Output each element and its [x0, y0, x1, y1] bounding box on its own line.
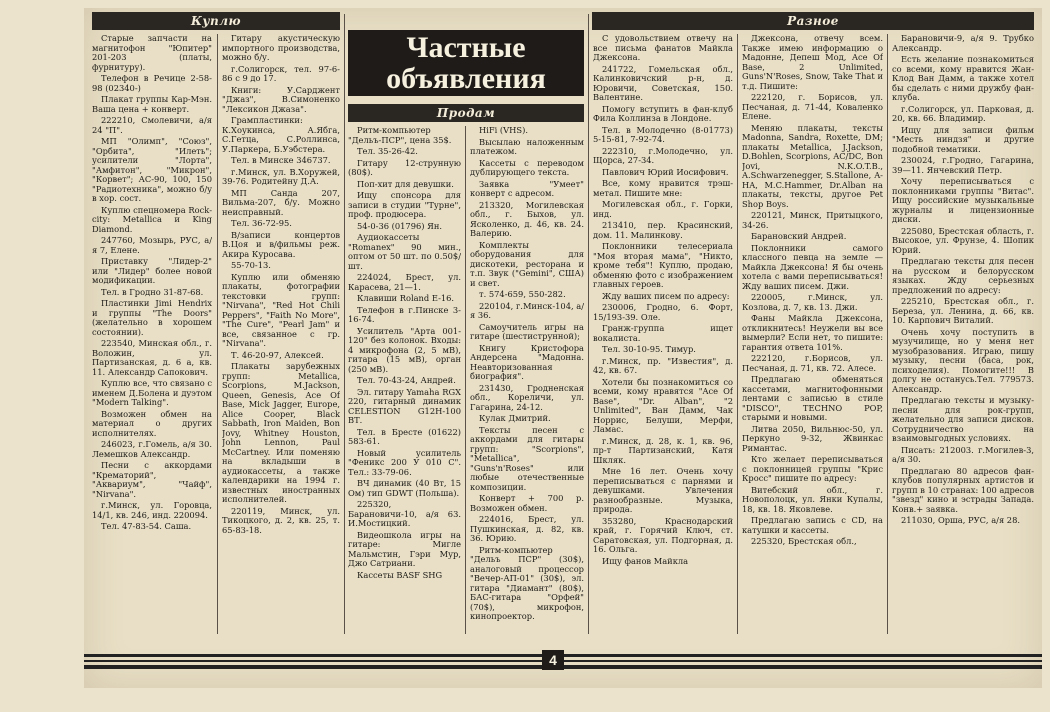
ad-paragraph: Кулак Дмитрий. [479, 413, 551, 423]
ad-paragraph: т. 574-659, 550-282. [479, 289, 566, 299]
ad-paragraph: Мне 16 лет. Очень хочу переписываться с парнями и девушками. Увлечения разнообразные. Музыка, природа. [593, 466, 733, 514]
ad-paragraph: 225080, Брестская область, г. Высокое, ул. Фрунзе, 4. Шопик Юрий. [892, 225, 1034, 255]
ad-paragraph: Ритм-компьютер "Дельъ-ПСР", цена 35$. [348, 126, 452, 145]
ad-paragraph: 220121, Минск, Притыцкого, 34-26. [742, 210, 883, 230]
ad-paragraph: 353280, Краснодарский край, г. Горячий Ключ, ст. Саратовская, ул. Подгорная, д. 16. Ольга. [593, 515, 733, 554]
ad-paragraph: 231430, Гродненская обл., Кореличи, ул. Гагарина, 24-12. [470, 382, 584, 412]
ad-paragraph: 222310, г.Молодечно, ул. Щорса, 27-34. [593, 145, 733, 165]
ad-paragraph: 223540, Минская обл., г. Воложин, ул. Партизанская, д. 6 а, кв. 11. Александр Сапокович. [92, 338, 212, 377]
ad-paragraph: Могилевская обл., г. Горки, инд. [593, 199, 733, 219]
ad-paragraph: Усилитель "Арта 001-120" без колонок. Входы: 4 микрофона (2, 5 мВ), гитара (15 мВ), орган (250 мВ). [348, 325, 461, 374]
ad-paragraph: Телефон в Речице 2-58-98 (02340-) [92, 73, 212, 93]
ad-paragraph: HiFi (VHS). [479, 126, 528, 135]
ad-paragraph: Высылаю наложенным платежом. [470, 136, 584, 156]
ad-paragraph: Помогу вступить в фан-клуб Фила Коллинза в Лондоне. [593, 103, 733, 123]
ad-paragraph: Поп-хит для девушки. [357, 178, 454, 189]
ad-paragraph: Тел. в Минске 346737. [231, 155, 331, 165]
ad-paragraph: Очень хочу поступить в музучилище, но у меня нет музобразования. Играю, пишу музыку, песни (баса, рок, психоделия). Помогите!!! В долгу не останусь.Тел. 779573. Александр. [892, 326, 1034, 394]
page-number: 4 [542, 650, 564, 670]
section-heading-misc: Разное [592, 12, 1034, 30]
ad-paragraph: Ищу спонсора для записи в студии "Турне", проф. продюсера. [348, 190, 461, 219]
ad-paragraph: Поклонники телесериала "Моя вторая мама", "Никто, кроме тебя"! Куплю, продаю, обменяю фото с изображением главных героев. [593, 241, 733, 289]
ad-paragraph: Ищу для записи фильм "Месть ниндзя" и другие подобной тематики. [892, 124, 1034, 154]
ad-paragraph: Гранж-группа ищет вокалиста. [593, 323, 733, 343]
ad-paragraph: Т. 46-20-97, Алексей. [231, 349, 324, 360]
ad-paragraph: Жду ваших писем по адресу: [602, 290, 730, 301]
ad-paragraph: Тел. в Бресте (01622) 583-61. [348, 426, 461, 446]
ad-paragraph: Писать: 212003. г.Могилев-3, а/я 30. [892, 444, 1034, 464]
ad-paragraph: Куплю или обменяю плакаты, фотографии текстовки групп: "Nirvana", "Red Hot Chili Peppers", "Faith No More", "The Cure", "Pearl Jam" и все, связанное с гр. "Nirvana". [222, 271, 340, 348]
ad-paragraph: Предлагаю 80 адресов фан-клубов популярных артистов и групп в 10 странах: 100 адресов "звезд" кино и эстрады Запада. Конв.+ заявка. [892, 465, 1034, 514]
ad-paragraph: Гитару акустическую импортного производства, можно б/у. [222, 34, 340, 62]
ad-paragraph: Пластинки Jimi Hendrix и группы "The Doors" (желательно в хорошем состоянии). [92, 298, 212, 337]
ad-paragraph: Предлагаю тексты для песен на русском и белорусском языках. Жду серьезных предложений по адресу: [892, 256, 1034, 295]
column-rule [465, 126, 466, 634]
ad-paragraph: Тел. 30-10-95. Тимур. [602, 344, 696, 354]
newspaper-page [84, 8, 1042, 688]
page-title-line1: Частные [406, 31, 526, 64]
ad-paragraph: Песни с аккордами "Крематорий", "Аквариум", "Чайф", "Nirvana". [92, 460, 212, 499]
ad-column-1 [92, 34, 212, 638]
ad-paragraph: 241722, Гомельская обл., Калинковичский р-н, д. Юровичи, Советская, 150. Валентине. [593, 63, 733, 102]
ad-paragraph: г.Солигорск, тел. 97-6-86 с 9 до 17. [222, 63, 340, 83]
ad-paragraph: Гитару 12-струнную (80$). [348, 157, 461, 177]
ad-paragraph: Барановский Андрей. [751, 231, 847, 241]
column-rule [588, 14, 589, 634]
page-title-line2: объявления [386, 62, 546, 95]
ad-paragraph: Ритм-компьютер "Дельъ ПСР" (30$), аналоговый процессор "Вечер-АП-01" (30$), эл. гитара "Диамант" (80$), БАС-гитара "Орфей" (70$), микрофон, кинопроектор. [470, 544, 584, 621]
ad-paragraph: 222120, г. Борисов, ул. Песчаная, д. 71-44, Коваленко Елене. [742, 92, 883, 121]
ad-paragraph: Тел. 36-72-95. [231, 218, 292, 228]
ad-paragraph: Новый усилитель "Феникс 200 У 010 С". Тел.: 33-79-06. [348, 447, 461, 477]
ad-column-3 [348, 126, 461, 638]
ad-paragraph: Предлагаю тексты и музыку-песни для рок-групп, желательно для записи дисков. Сотрудничество на взаимовыгодных условиях. [892, 395, 1034, 443]
ad-paragraph: Конверт + 700 р. Возможен обмен. [470, 493, 584, 513]
ad-paragraph: Тел. 47-83-54. Саша. [101, 521, 192, 531]
ad-paragraph: 230006, Гродно, 6. Форт, 15/193-39. Оле. [593, 302, 733, 322]
ad-paragraph: Плакат группы Кар-Мэн. Ваша цена + конверт. [92, 94, 212, 114]
ad-paragraph: Книгу Кристофора Андерсена "Мадонна. Неавторизованная биография". [470, 342, 584, 381]
ad-paragraph: 225210, Брестская обл., г. Береза, ул. Ленина, д. 66, кв. 10. Карпович Виталий. [892, 296, 1034, 325]
ad-paragraph: Барановичи-9, а/я 9. Трубко Александр. [892, 34, 1034, 53]
ad-paragraph: Предлагаю запись с CD, на катушки и кассеты. [742, 515, 883, 535]
ad-paragraph: Кто желает переписываться с поклонницей группы "Крис Кросс" пишите по адресу: [742, 454, 883, 483]
ad-paragraph: Предлагаю обменяться кассетами, магнитофонными лентами с записью в стиле "DISCO", TECHNO POP, старыми и новыми. [742, 374, 883, 422]
ad-paragraph: Меняю плакаты, тексты Madonna, Sandra, Roxette, DM; плакаты Metallica, J.Jackson, D.Bohlen, Scorpions, AC/DC, Bon Jovi, N.K.O.T.B., A.Schwarzenegger, S.Stallone, A-HA, M.C.Hammer, Dr.Alban на плакаты, тексты, другое Pet Shop Boys. [742, 122, 883, 209]
ad-paragraph: 222210, Смолевичи, а/я 24 "П". [92, 115, 212, 135]
ad-paragraph: Тел. в Молодечно (8-01773) 5-15-81, 7-92-74. [593, 124, 733, 144]
ad-paragraph: Видеошкола игры на гитаре: Мигле Мальмстин, Гэри Мур, Джо Сатриани. [348, 529, 461, 568]
column-rule [737, 34, 738, 634]
ad-paragraph: Кассеты BASF SHG [357, 569, 443, 580]
ad-paragraph: Плакаты зарубежных групп: Metallica, Scorpions, M.Jackson, Queen, Genesis, Ace Of Base, Mick Jagger, Europe, Alice Cooper, Black Sabbath, Iron Maiden, Bon Jovy, Whitney Houston, John Lennon, Paul McCartney. Или поменяю на вкладыши в аудиокассеты, а также календарики на 1994 г. известных иностранных исполнителей. [222, 361, 340, 504]
column-rule [344, 14, 345, 634]
section-heading-buy: Куплю [92, 12, 340, 30]
ad-paragraph: Клавиши Roland E-16. [357, 293, 455, 303]
ad-paragraph: 246023, г.Гомель, а/я 30. Лемешков Александр. [92, 439, 212, 459]
ad-paragraph: 211030, Орша, РУС, а/я 28. [901, 515, 1021, 525]
ad-paragraph: 247760, Мозырь, РУС, а/я 7, Елене. [92, 235, 212, 255]
ad-paragraph: 225320, Брестская обл., [751, 536, 857, 546]
ad-paragraph: Возможен обмен на материал о других исполнителях. [92, 408, 212, 438]
section-heading-sell: Продам [348, 104, 584, 122]
ad-paragraph: 222120, г.Борисов, ул. Песчаная, д. 71, кв. 72. Алесе. [742, 353, 883, 373]
page-title [348, 30, 584, 96]
ad-paragraph: Старые запчасти на магнитофон "Юпитер" 201-203 (платы, фурнитуру). [92, 34, 212, 72]
ad-paragraph: 220005, г.Минск, ул. Козлова, д. 7, кв. 13. Джи. [742, 292, 883, 312]
ad-paragraph: С удовольствием отвечу на все письма фанатов Майкла Джексона. [593, 34, 733, 62]
ad-paragraph: 220104, г.Минск-104, а/я 36. [470, 300, 584, 320]
ad-paragraph: 220119, Минск, ул. Тикоцкого, д. 2, кв. 25, т. 65-83-18. [222, 505, 340, 535]
ad-paragraph: Кассеты с переводом дублирующего текста. [470, 157, 584, 177]
ad-paragraph: г.Минск, ул. В.Хоружей, 39-76. Родитейну Д.А. [222, 166, 340, 186]
ad-column-5 [593, 34, 733, 638]
ad-paragraph: ВЧ динамик (40 Вт, 15 Ом) тип GDWT (Польша). [348, 478, 461, 498]
column-rule [217, 34, 218, 634]
ad-paragraph: МП Санда 207, Вильма-207, б/у. Можно неисправный. [222, 187, 340, 217]
ad-paragraph: 54-0-36 (01796) Ян. [357, 220, 443, 231]
ad-paragraph: 224016, Брест, ул. Пушкинская, д. 82, кв. 36. Юрию. [470, 514, 584, 543]
ad-paragraph: Грампластинки: К.Хоукинса, А.Ябга, С.Гетца, С.Роллинса, У.Паркера, Б.Уэбстера. [222, 115, 340, 154]
ad-paragraph: В/записи концертов В.Цоя и в/фильмы реж. Акира Куросава. [222, 229, 340, 259]
ad-paragraph: Литва 2050, Вильнюс-50, ул. Перкуно 9-32, Жвинкас Римантас. [742, 423, 883, 453]
ad-paragraph: Куплю все, что связано с именем Д.Болена и дуэтом "Modern Talking". [92, 378, 212, 407]
ad-paragraph: Заявка "Умеет" конверт с адресом. [470, 178, 584, 198]
ad-paragraph: Приставку "Лидер-2" или "Лидер" более новой модификации. [92, 256, 212, 285]
ad-paragraph: Книги: У.Сарджент "Джаз", В.Симоненко "Лексикон Джаза". [222, 84, 340, 114]
ad-paragraph: 230024, г.Гродно, Гагарина, 39—11. Янчевский Петр. [892, 155, 1034, 175]
ad-paragraph: Тел. 70-43-24, Андрей. [357, 375, 456, 385]
ad-column-2 [222, 34, 340, 638]
ad-paragraph: МП "Олимп", "Союз", "Орбита", "Илеть"; усилители "Лорта", "Амфитон", "Микрон", "Корвет"; АС-90, 100, 150 "Радиотехника", можно б/у в хор. сост. [92, 136, 212, 203]
ad-paragraph: Самоучитель игры на гитаре (шестиструнной); [470, 321, 584, 341]
ad-paragraph: Хотели бы познакомиться со всеми, кому нравятся "Ace Of Base", "Dr. Alban", "2 Unlimited", Ван Дамм, Чак Норрис, Белуши, Мерфи, Ламас. [593, 376, 733, 434]
ad-paragraph: г.Солигорск, ул. Парковая, д. 20, кв. 66. Владимир. [892, 103, 1034, 123]
ad-paragraph: 213320, Могилевская обл., г. Быхов, ул. Ясколенко, д. 46, кв. 24. Валерию. [470, 199, 584, 238]
ad-paragraph: 213410, пер. Красинский, дом. 11. Малинкову. [593, 220, 733, 240]
ad-paragraph: г.Минск, д. 28, к. 1, кв. 96, пр-т Партизанский, Катя Шкляк. [593, 435, 733, 465]
ad-paragraph: Ищу фанов Майкла [602, 555, 689, 566]
ad-paragraph: Витебский обл., г. Новополоцк, ул. Янки Купалы, 18, кв. 18. Яковлеве. [742, 484, 883, 514]
ad-column-4 [470, 126, 584, 638]
column-rule [887, 34, 888, 634]
ad-paragraph: Поклонники самого классного певца на земле — Майкла Джексона! Я бы очень хотела с вами переписываться! Жду ваших писем. Джи. [742, 242, 883, 291]
ad-paragraph: г.Минск, пр. "Известия", д. 42, кв. 67. [593, 355, 733, 375]
ad-paragraph: Павлович Юрий Иосифович. [602, 166, 729, 177]
ad-paragraph: Фаны Майкла Джексона, откликнитесь! Неужели вы все вымерли? Если нет, то пишите: гарантия ответа 101%. [742, 313, 883, 352]
ad-paragraph: 224024, Брест, ул. Карасева, 21—1. [348, 272, 461, 292]
ad-paragraph: 55-70-13. [231, 260, 271, 270]
ad-paragraph: Тел. 35-26-42. [357, 146, 418, 156]
ad-paragraph: Куплю спецномера Rock-city: Metallica и King Diamond. [92, 204, 212, 234]
ad-paragraph: 225320, Барановичи-10, а/я 63. И.Мостицкий. [348, 499, 461, 528]
ad-column-7 [892, 34, 1034, 638]
ad-paragraph: Аудиокассеты "Romanex" 90 мин., оптом от 50 шт. по 0.50$/шт. [348, 232, 461, 271]
ad-paragraph: Телефон в г.Пинске 3-16-74. [348, 304, 461, 324]
ad-paragraph: Джексона, отвечу всем. Также имею информацию о Мадонне, Депеш Мод, Ace Of Base, 2 Unlimited, Guns'N'Roses, Snow, Take That и т.д. Пишите: [742, 34, 883, 91]
ad-paragraph: Хочу переписываться с поклонниками группы "Витас". Ищу российские музыкальные журналы и лицензионные диски. [892, 176, 1034, 224]
ad-paragraph: Комплекты оборудования для дискотеки, ресторана и т.п. Звук ("Gemini", США) и свет. [470, 239, 584, 288]
ad-paragraph: Есть желание познакомиться со всеми, кому нравится Жан-Клод Ван Дамм, а также хотел бы сделать с ними дружбу фан-клуба. [892, 54, 1034, 102]
ad-column-6 [742, 34, 883, 638]
ad-paragraph: г.Минск, ул. Горовца, 14/1, кв. 246, инд. 220094. [92, 500, 212, 520]
ad-paragraph: Эл. гитару Yamaha RGX 220, гитарный динамик CELESTION G12H-100 ВТ. [348, 386, 461, 425]
ad-paragraph: Тексты песен с аккордами для гитары групп: "Scorpions", "Metallica", "Guns'n'Roses" или любые отечественные композиции. [470, 424, 584, 492]
ad-paragraph: Все, кому нравится трэш-метал. Пишите мне: [593, 178, 733, 198]
ad-paragraph: Тел. в Гродно 31-87-68. [101, 286, 204, 297]
